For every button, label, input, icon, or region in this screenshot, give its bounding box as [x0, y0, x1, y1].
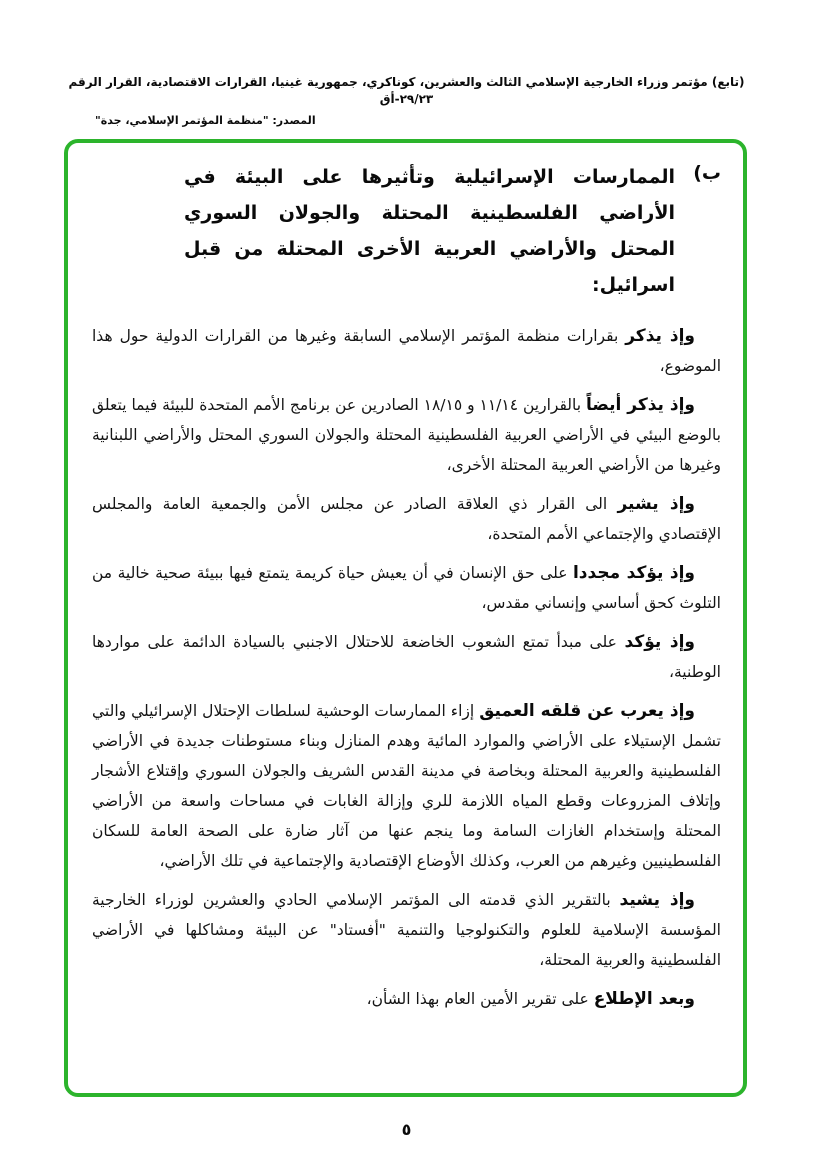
source-line: المصدر: "منظمة المؤتمر الإسلامي، جدة"	[95, 114, 316, 127]
paragraph	[92, 390, 721, 480]
paragraph-text: بالتقرير الذي قدمته الى المؤتمر الإسلامي الحادي والعشرين لوزراء الخارجية المؤسسة الإسلامية للعلوم والتكنولوجيا والتنمية "أفستاد" عن البيئة ومشاكلها في الأراضي الفلسطينية والعربية المحتلة،	[92, 891, 721, 969]
paragraph-lead: وإذ يشيد	[619, 890, 695, 910]
paragraph	[92, 885, 721, 975]
paragraph-lead: وإذ يذكر أيضاً	[586, 395, 695, 415]
paragraph-text: على مبدأ تمتع الشعوب الخاضعة للاحتلال الاجنبي بالسيادة الدائمة على مواردها الوطنية،	[92, 633, 721, 681]
paragraph-text: على حق الإنسان في أن يعيش حياة كريمة يتمتع فيها ببيئة صحية خالية من التلوث كحق أساسي وإنساني مقدس،	[92, 564, 721, 612]
paragraph	[92, 489, 721, 549]
paragraph-text: إزاء الممارسات الوحشية لسلطات الإحتلال الإسرائيلي والتي تشمل الإستيلاء على الأراضي والموارد المائية وهدم المنازل وبناء مستوطنات جديدة في الأراضي الفلسطينية والعربية المحتلة وبخاصة في مدينة القدس الشريف والجولان السوري وإقتلاع الأشجار وإتلاف المزروعات وقطع المياه اللازمة للري وإزالة الغابات في مساحات واسعة من الأراضي المحتلة وإستخدام الغازات السامة وما ينجم عنها من آثار ضارة على الصحة العامة للسكان الفلسطينيين وغيرهم من العرب، وكذلك الأوضاع الإقتصادية والإجتماعية في تلك الأراضي،	[92, 702, 721, 870]
page-number: ٥	[401, 1120, 412, 1139]
paragraph	[92, 696, 721, 876]
paragraph-lead: وإذ يذكر	[625, 326, 695, 346]
paragraph	[92, 984, 721, 1014]
paragraph	[92, 321, 721, 381]
paragraph-lead: وإذ يعرب عن قلقه العميق	[479, 701, 695, 721]
section-marker: ب)	[693, 162, 721, 184]
paragraph-text: على تقرير الأمين العام بهذا الشأن،	[366, 990, 589, 1008]
title-row	[92, 159, 721, 303]
paragraph-lead: وإذ يؤكد مجددا	[572, 563, 695, 583]
paragraph-text: بقرارات منظمة المؤتمر الإسلامي السابقة وغيرها من القرارات الدولية حول هذا الموضوع،	[92, 327, 721, 375]
header-citation: (تابع) مؤتمر وزراء الخارجية الإسلامي الثالث والعشرين، كوناكري، جمهورية غينيا، القرارات الاقتصادية، القرار الرقم ٢٩/٢٣-أق	[68, 75, 745, 106]
paragraph-text: بالقرارين ١١/١٤ و ١٨/١٥ الصادرين عن برنامج الأمم المتحدة للبيئة فيما يتعلق بالوضع البيئي في الأراضي العربية الفلسطينية المحتلة والجولان السوري المحتل والأراضي اللبنانية وغيرها من الأراضي العربية المحتلة الأخرى،	[92, 396, 721, 474]
paragraph-lead: وإذ يشير	[617, 494, 695, 514]
document-title: الممارسات الإسرائيلية وتأثيرها على البيئة في الأراضي الفلسطينية المحتلة والجولان السوري المحتل والأراضي العربية الأخرى المحتلة من قبل اسرائيل:	[184, 166, 675, 296]
paragraph-lead: وبعد الإطلاع	[593, 989, 695, 1009]
document-box	[64, 139, 747, 1097]
paragraph-lead: وإذ يؤكد	[624, 632, 695, 652]
paragraph	[92, 558, 721, 618]
paragraph-text: الى القرار ذي العلاقة الصادر عن مجلس الأمن والجمعية العامة والمجلس الإقتصادي والإجتماعي الأمم المتحدة،	[92, 495, 721, 543]
paragraph	[92, 627, 721, 687]
